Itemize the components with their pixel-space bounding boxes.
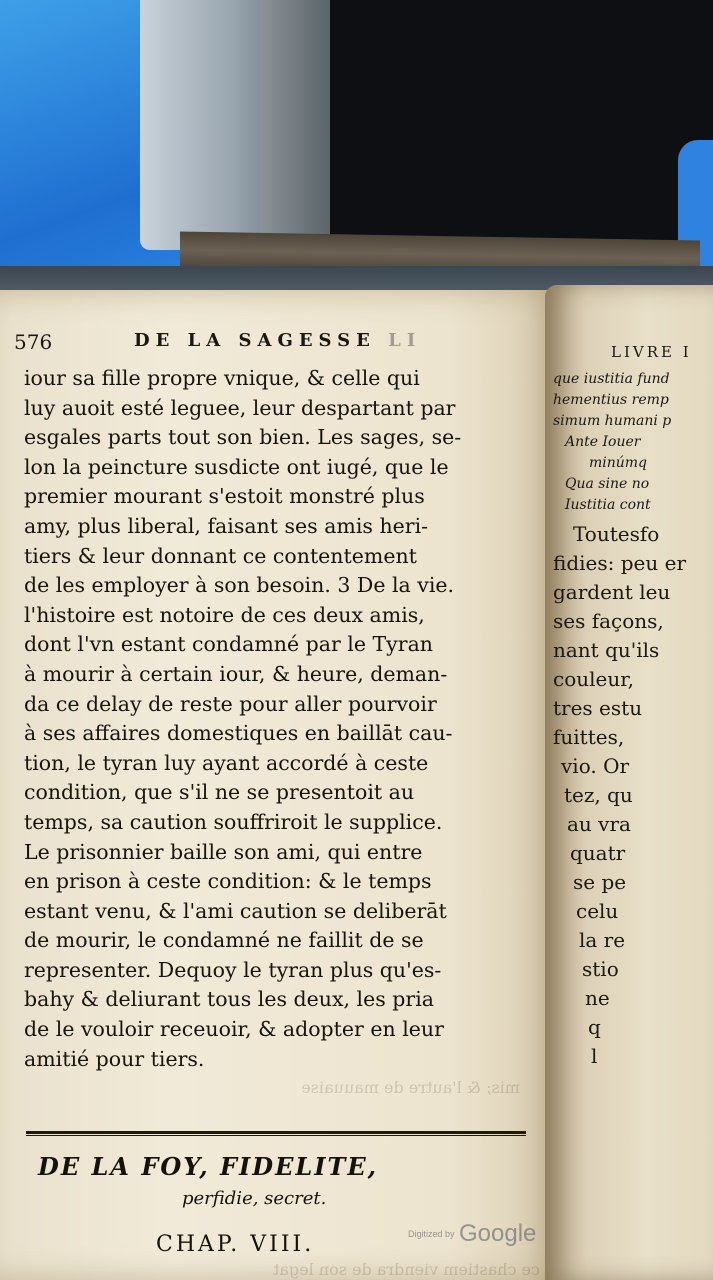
right-page-line: Toutesfo: [573, 522, 660, 546]
body-line: en prison à ceste condition: & le temps: [24, 869, 432, 894]
body-line: da ce delay de reste pour aller pourvoir: [24, 691, 437, 716]
body-line: Le prisonnier baille son ami, qui entre: [24, 839, 423, 864]
running-head-trail: LI: [388, 330, 422, 351]
right-page-line: couleur,: [553, 667, 634, 691]
body-line: tiers & leur donnant ce contentement: [24, 543, 417, 568]
body-line: de le vouloir receuoir, & adopter en leur: [24, 1017, 444, 1042]
bleed-through-text: mis; & l'autre de mauuaise: [301, 1078, 520, 1097]
body-line: l'histoire est notoire de ces deux amis,: [24, 602, 425, 627]
body-line: representer. Dequoy le tyran plus qu'es-: [24, 957, 442, 982]
running-head: DE LA SAGESSE LI: [134, 330, 422, 351]
right-page-line: tres estu: [553, 696, 643, 720]
photo-background: [0, 0, 713, 300]
page-number: 576: [14, 330, 53, 354]
body-line: luy auoit esté leguee, leur despartant par: [24, 395, 456, 420]
grey-strip: [260, 0, 330, 250]
body-line: à ses affaires domestiques en baillāt cau-: [24, 721, 453, 746]
watermark-prefix: Digitized by: [408, 1229, 455, 1239]
right-page-line: Iustitia cont: [565, 497, 651, 513]
body-line: de mourir, le condamné ne faillit de se: [24, 928, 424, 953]
right-running-head: LIVRE I: [611, 343, 692, 361]
body-line: tion, le tyran luy ayant accordé à ceste: [24, 750, 429, 775]
right-page-line: simum humani p: [553, 413, 672, 429]
section-rule-thin: [26, 1135, 526, 1136]
right-page-line: ne: [585, 986, 610, 1010]
right-page-line: celu: [576, 899, 619, 923]
right-page-line: se pe: [573, 870, 627, 894]
body-line: de les employer à son besoin. 3 De la vie.: [24, 573, 455, 598]
body-line: dont l'vn estant condamné par le Tyran: [24, 632, 433, 657]
right-page-line: minúmq: [589, 455, 648, 471]
right-page: [545, 285, 713, 1280]
google-watermark: [408, 1220, 536, 1248]
body-line: lon la peincture susdicte ont iugé, que le: [24, 454, 449, 479]
right-page-line: nant qu'ils: [553, 638, 660, 662]
right-page-line: au vra: [567, 812, 631, 836]
right-page-line: gardent leu: [553, 580, 671, 604]
body-line: bahy & deliurant tous les deux, les pria: [24, 987, 434, 1012]
body-line: iour sa fille propre vnique, & celle qui: [24, 366, 420, 390]
chapter-number: CHAP. VIII.: [156, 1232, 315, 1257]
body-line: estant venu, & l'ami caution se deliberāt: [24, 898, 447, 923]
right-page-line: stio: [582, 957, 619, 981]
body-line: esgales parts tout son bien. Les sages, se-: [24, 425, 462, 450]
right-page-line: Ante Iouer: [565, 434, 641, 450]
body-line: premier mourant s'estoit monstré plus: [24, 484, 425, 509]
right-page-line: hementius remp: [553, 392, 669, 408]
chapter-subtitle: perfidie, secret.: [182, 1188, 327, 1209]
right-page-line: tez, qu: [564, 783, 633, 807]
left-body-text: [24, 364, 524, 1074]
watermark-brand: Google: [458, 1220, 537, 1247]
body-line: amitié pour tiers.: [24, 1046, 205, 1071]
section-rule: [26, 1131, 526, 1134]
chapter-title: DE LA FOY, FIDELITE,: [38, 1152, 378, 1181]
right-page-line: q: [588, 1015, 601, 1039]
dark-background: [290, 0, 713, 260]
body-line: condition, que s'il ne se presentoit au: [24, 780, 415, 805]
body-line: amy, plus liberal, faisant ses amis heri-: [24, 513, 429, 538]
right-page-line: vio. Or: [561, 754, 630, 778]
left-page-header: [14, 330, 534, 354]
right-page-line: fidies: peu er: [553, 551, 687, 575]
bleed-through-text: ce chastiem viendra de son legat: [272, 1260, 540, 1279]
body-line: temps, sa caution souffriroit le supplice.: [24, 809, 443, 834]
right-page-text: [553, 343, 713, 1071]
right-page-line: que iustitia fund: [553, 371, 670, 387]
right-page-line: l: [591, 1044, 598, 1068]
right-page-line: fuittes,: [553, 725, 625, 749]
right-page-line: ses façons,: [553, 609, 664, 633]
right-page-line: quatr: [570, 841, 626, 865]
right-page-line: Qua sine no: [565, 476, 650, 492]
body-line: à mourir à certain iour, & heure, deman-: [24, 661, 448, 686]
right-page-line: la re: [579, 928, 626, 952]
